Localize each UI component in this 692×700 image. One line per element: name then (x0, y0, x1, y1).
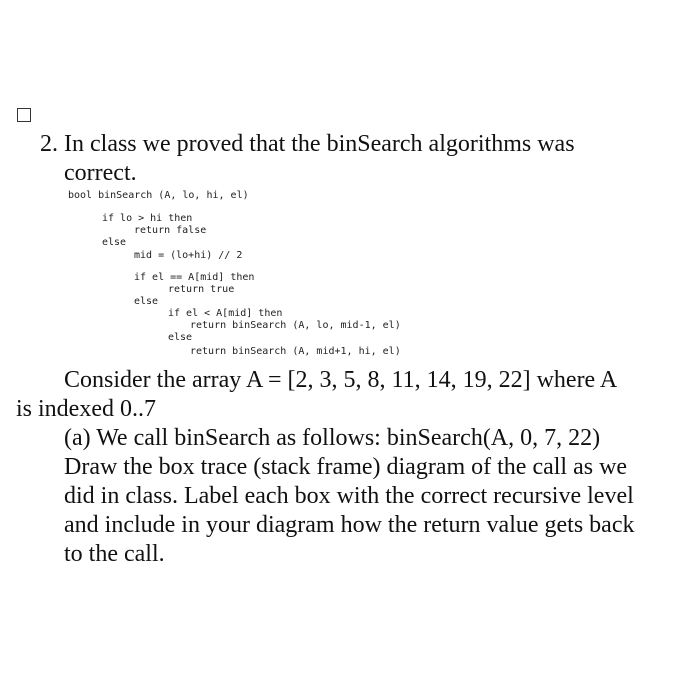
code-line: return false (134, 225, 207, 236)
part-a-line1: (a) We call binSearch as follows: binSearch(A, 0, 7, 22) (64, 425, 601, 451)
code-line: bool binSearch (A, lo, hi, el) (68, 190, 249, 201)
code-line: else (168, 332, 193, 343)
array-statement-line2: is indexed 0..7 (16, 396, 156, 422)
code-line: if el == A[mid] then (134, 272, 255, 283)
code-line: return binSearch (A, mid+1, hi, el) (190, 346, 401, 357)
question-heading-line2: correct. (64, 160, 137, 186)
code-line: return binSearch (A, lo, mid-1, el) (190, 320, 401, 331)
answer-checkbox[interactable] (17, 108, 31, 122)
part-a-line4: and include in your diagram how the return value gets back (64, 512, 635, 538)
part-a-line3: did in class. Label each box with the correct recursive level (64, 483, 634, 509)
code-line: return true (168, 284, 235, 295)
code-line: if lo > hi then (102, 213, 193, 224)
code-line: else (134, 296, 159, 307)
part-a-line2: Draw the box trace (stack frame) diagram of the call as we (64, 454, 628, 480)
part-a-line5: to the call. (64, 541, 165, 567)
question-heading-line1: 2. In class we proved that the binSearch algorithms was (40, 131, 575, 157)
code-line: if el < A[mid] then (168, 308, 283, 319)
code-line: mid = (lo+hi) // 2 (134, 250, 243, 261)
code-line: else (102, 237, 127, 248)
array-statement-line1: Consider the array A = [2, 3, 5, 8, 11, 14, 19, 22] where A (64, 367, 618, 393)
